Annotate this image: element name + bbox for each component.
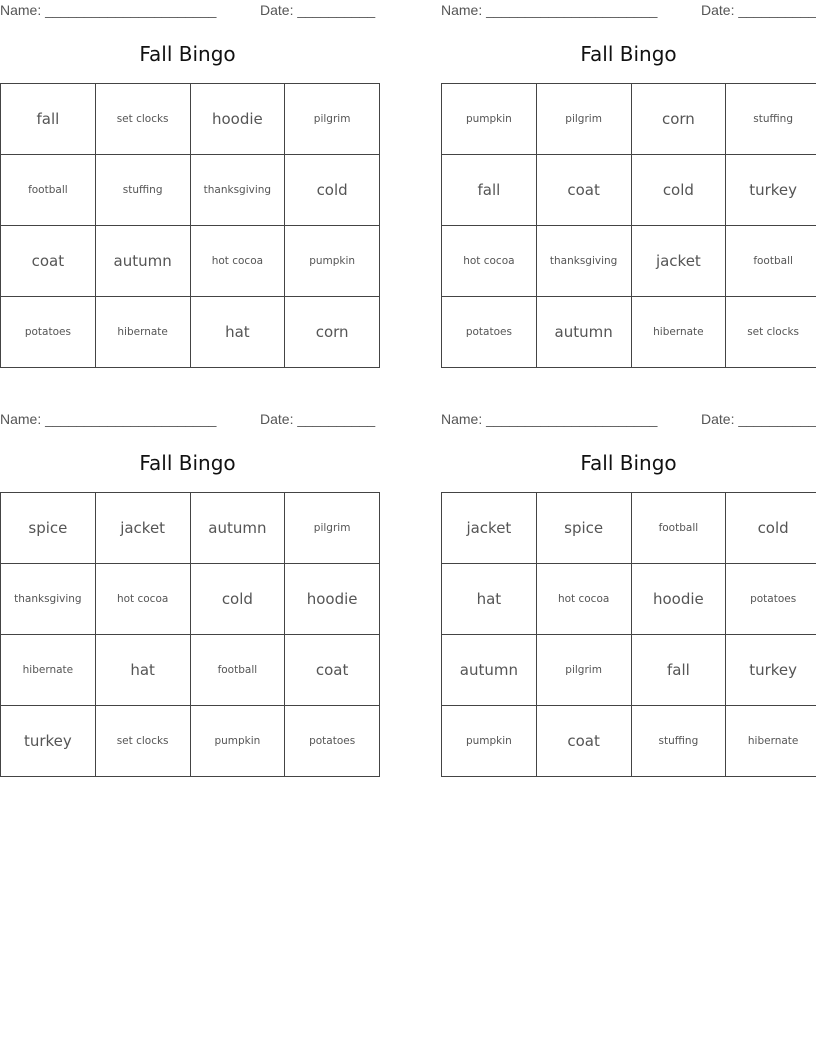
name-field-label: Name: ______________________ [0,2,217,18]
bingo-cell: hibernate [726,706,816,777]
bingo-card-1 [0,0,376,341]
bingo-cell: hat [95,635,190,706]
bingo-cell: pumpkin [190,706,285,777]
bingo-card-2 [441,0,816,341]
bingo-cell: cold [190,564,285,635]
grid-row [1,297,380,368]
bingo-cell: fall [442,155,537,226]
bingo-cell: cold [631,155,726,226]
bingo-cell: jacket [95,493,190,564]
date-field-label: Date: __________ [260,2,376,18]
bingo-cell: turkey [1,706,96,777]
card-title: Fall Bingo [139,42,236,66]
bingo-cell: coat [1,226,96,297]
bingo-cell: corn [285,297,380,368]
date-field-label: Date: __________ [701,411,816,427]
bingo-cell: potatoes [1,297,96,368]
date-field-label: Date: __________ [260,411,376,427]
bingo-cell: potatoes [442,297,537,368]
bingo-cell: set clocks [95,706,190,777]
card-header [0,0,375,22]
card-title: Fall Bingo [139,451,236,475]
bingo-cell: coat [285,635,380,706]
bingo-cell: autumn [536,297,631,368]
bingo-cell: hot cocoa [95,564,190,635]
bingo-cell: jacket [442,493,537,564]
bingo-cell: turkey [726,155,816,226]
grid-row [442,155,816,226]
bingo-cell: stuffing [726,84,816,155]
bingo-cell: stuffing [95,155,190,226]
bingo-cell: football [190,635,285,706]
bingo-cell: hat [190,297,285,368]
bingo-grid [0,492,380,777]
bingo-cell: stuffing [631,706,726,777]
card-header [441,0,816,22]
bingo-cell: football [726,226,816,297]
bingo-cell: cold [726,493,816,564]
bingo-cell: pilgrim [285,493,380,564]
bingo-cell: autumn [190,493,285,564]
date-field-label: Date: __________ [701,2,816,18]
bingo-cell: hibernate [95,297,190,368]
bingo-cell: hot cocoa [190,226,285,297]
grid-row [1,155,380,226]
bingo-cell: autumn [442,635,537,706]
bingo-card-4 [441,409,816,750]
bingo-grid [441,492,816,777]
bingo-cell: hibernate [1,635,96,706]
bingo-cell: coat [536,706,631,777]
bingo-cell: hoodie [631,564,726,635]
grid-row [1,226,380,297]
bingo-cell: autumn [95,226,190,297]
grid-row [442,297,816,368]
bingo-card-3 [0,409,376,750]
bingo-cell: corn [631,84,726,155]
bingo-cell: hibernate [631,297,726,368]
bingo-cell: football [1,155,96,226]
card-title: Fall Bingo [580,451,677,475]
bingo-cell: hot cocoa [536,564,631,635]
bingo-cell: pumpkin [442,706,537,777]
bingo-cell: fall [631,635,726,706]
name-field-label: Name: ______________________ [0,411,217,427]
bingo-cell: pumpkin [285,226,380,297]
bingo-cell: spice [536,493,631,564]
bingo-grid [441,83,816,368]
name-field-label: Name: ______________________ [441,2,658,18]
bingo-cell: hot cocoa [442,226,537,297]
bingo-cell: pilgrim [536,84,631,155]
bingo-cell: jacket [631,226,726,297]
bingo-cell: thanksgiving [190,155,285,226]
grid-row [1,84,380,155]
bingo-cell: spice [1,493,96,564]
bingo-cell: potatoes [726,564,816,635]
bingo-cell: pilgrim [285,84,380,155]
name-field-label: Name: ______________________ [441,411,658,427]
grid-row [442,706,816,777]
bingo-cell: thanksgiving [536,226,631,297]
grid-row [442,564,816,635]
grid-row [1,706,380,777]
bingo-cell: thanksgiving [1,564,96,635]
bingo-cell: hoodie [190,84,285,155]
card-title: Fall Bingo [580,42,677,66]
grid-row [1,635,380,706]
bingo-cell: hoodie [285,564,380,635]
grid-row [1,564,380,635]
bingo-cell: fall [1,84,96,155]
bingo-cell: potatoes [285,706,380,777]
bingo-cell: coat [536,155,631,226]
bingo-cell: pumpkin [442,84,537,155]
bingo-cell: cold [285,155,380,226]
grid-row [442,493,816,564]
card-header [0,409,375,431]
bingo-cell: football [631,493,726,564]
grid-row [442,84,816,155]
grid-row [442,635,816,706]
bingo-cell: turkey [726,635,816,706]
grid-row [442,226,816,297]
bingo-cell: set clocks [95,84,190,155]
card-header [441,409,816,431]
grid-row [1,493,380,564]
bingo-cell: set clocks [726,297,816,368]
bingo-cell: hat [442,564,537,635]
bingo-cell: pilgrim [536,635,631,706]
bingo-grid [0,83,380,368]
